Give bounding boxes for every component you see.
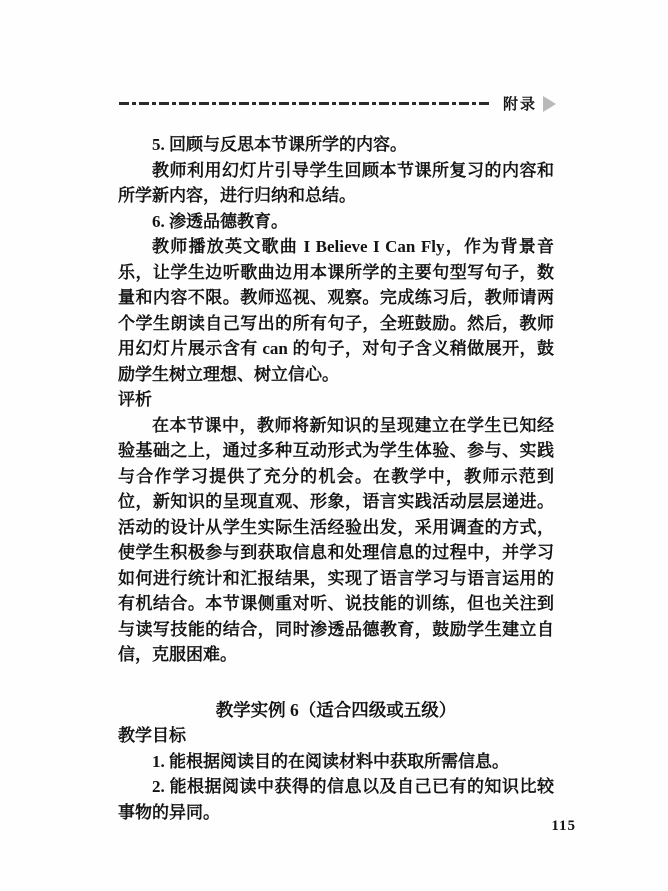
header-dash-rule [119,102,491,105]
objective-item-1: 1. 能根据阅读目的在阅读材料中获取所需信息。 [152,751,509,771]
step-6-title: 6. 渗透品德教育。 [152,211,288,231]
page-number: 115 [551,818,576,834]
review-heading: 评析 [118,390,152,409]
page-body [118,132,554,825]
header-section-label: 附录 [502,97,537,113]
arrow-right-icon [543,96,556,112]
step-5-body: 教师利用幻灯片引导学生回顾本节课所复习的内容和所学新内容，进行归纳和总结。 [118,160,554,205]
objective-item-2: 2. 能根据阅读中获得的信息以及自己已有的知识比较事物的异同。 [118,777,554,822]
objectives-heading: 教学目标 [118,726,186,745]
teaching-example-heading: 教学实例 6（适合四级或五级） [215,699,457,720]
page-header [119,93,556,114]
step-5-title: 5. 回顾与反思本节课所学的内容。 [152,135,407,154]
step-6-body: 教师播放英文歌曲 I Believe I Can Fly，作为背景音乐，让学生边听歌曲边用本课所学的主要句型写句子，数量和内容不限。教师巡视、观察。完成练习后，教师请两个学生朗读自己写出的所有句子，全班鼓励。然后，教师用幻灯片展示含有 can 的句子，对句子含义稍做展开，鼓励学生树立理想、树立信心。 [118,237,554,384]
review-body: 在本节课中，教师将新知识的呈现建立在学生已知经验基础之上，通过多种互动形式为学生体验、参与、实践与合作学习提供了充分的机会。在教学中，教师示范到位，新知识的呈现直观、形象，语言实践活动层层递进。活动的设计从学生实际生活经验出发，采用调查的方式，使学生积极参与到获取信息和处理信息的过程中，并学习如何进行统计和汇报结果，实现了语言学习与语言运用的有机结合。本节课侧重对听、说技能的训练，但也关注到与读写技能的结合，同时渗透品德教育，鼓励学生建立自信，克服困难。 [118,415,554,664]
